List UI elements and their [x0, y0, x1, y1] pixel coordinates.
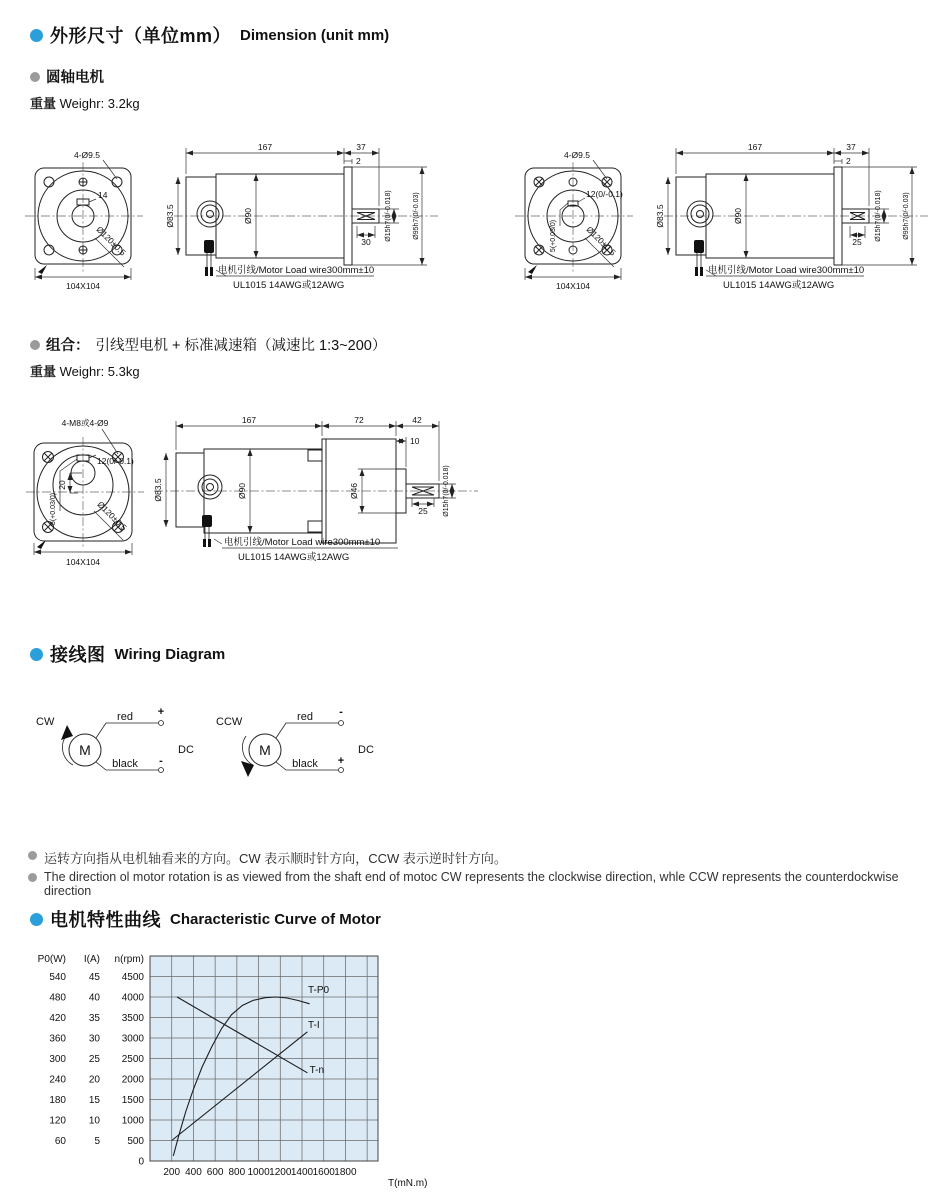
y-tick-n: 2500 — [121, 1054, 144, 1065]
y-tick-P0: 540 — [49, 972, 66, 983]
dc-label: DC — [178, 744, 194, 756]
bottom-terminal-sign: + — [337, 755, 345, 767]
y-tick-n: 3000 — [121, 1033, 144, 1045]
wire-note-line1: 电机引线/Motor Load wire300mm±10 — [218, 265, 375, 276]
dim-length: 167 — [747, 142, 763, 152]
dim-flange-thickness: 2 — [356, 156, 361, 166]
dim-shaft-length: 37 — [846, 142, 856, 152]
negative-terminal — [159, 768, 164, 773]
dim-body-dia: Ø83.5 — [165, 204, 175, 228]
note-zh-text: 运转方向指从电机轴看来的方向。CW 表示顺时针方向，CCW 表示逆时针方向。 — [44, 851, 507, 866]
y-tick-n: 4500 — [121, 972, 144, 983]
y-tick-P0: 240 — [49, 1074, 66, 1086]
negative-terminal — [339, 721, 344, 726]
red-wire-label: red — [297, 711, 313, 723]
dim-key-width: 14 — [98, 190, 108, 200]
dim-square: 104X104 — [555, 281, 591, 291]
dim-flange-thickness: 2 — [846, 156, 851, 166]
x-tick: 1400 — [290, 1167, 314, 1178]
cw-label: CW — [36, 716, 55, 728]
combo-subheader — [30, 334, 386, 355]
series-label-T-n: T-n — [309, 1064, 325, 1076]
section-header-curve — [30, 906, 381, 932]
y-tick-P0: 360 — [49, 1033, 66, 1045]
note-en — [28, 870, 938, 898]
dim-shaft-length: 42 — [412, 415, 422, 425]
dim-square: 104X104 — [65, 281, 101, 291]
motor-c-side-view — [140, 413, 485, 588]
y-tick-I: 45 — [88, 972, 100, 983]
y-tick-n: 1500 — [121, 1095, 144, 1106]
dim-mid-dia: Ø90 — [733, 207, 743, 225]
dim-keyway-height: 12(0/-0.1) — [586, 189, 623, 199]
y-tick-n: 500 — [127, 1136, 144, 1147]
wiring-diagram-ccw — [210, 705, 385, 790]
series-label-T-I: T-I — [307, 1019, 320, 1031]
gray-bullet-icon — [28, 851, 37, 860]
gray-bullet-icon — [30, 340, 40, 350]
y-tick-I: 40 — [88, 992, 100, 1004]
motor-a-front-view — [25, 146, 150, 296]
y-tick-I: 30 — [88, 1033, 100, 1045]
corner-pointer-icon — [38, 265, 47, 274]
note-zh — [28, 848, 928, 867]
dim-bolt-circle: Ø120±0.5 — [94, 224, 128, 258]
motor-letter: M — [259, 742, 271, 758]
y-axis-header-n: n(rpm) — [114, 954, 144, 965]
y-tick-I: 10 — [88, 1115, 100, 1127]
section-header-wiring — [30, 641, 225, 667]
wire-note-line2: UL1015 14AWG或12AWG — [723, 280, 835, 291]
motor-b-side-view — [638, 140, 933, 305]
y-tick-P0: 300 — [49, 1054, 66, 1065]
y-tick-n: 3500 — [121, 1013, 144, 1024]
y-tick-P0: 180 — [49, 1095, 66, 1106]
dim-key-length: 25 — [852, 237, 862, 247]
top-terminal-sign: - — [339, 706, 343, 718]
black-wire-label: black — [112, 758, 138, 770]
y-tick-I: 15 — [88, 1095, 100, 1106]
y-tick-n: 4000 — [121, 992, 144, 1004]
dim-holes: 4-Ø9.5 — [74, 150, 100, 160]
wiring-title-en: Wiring Diagram — [114, 645, 226, 663]
y-tick-P0: 120 — [49, 1115, 66, 1127]
x-tick: 1800 — [334, 1167, 357, 1178]
dim-length: 167 — [257, 142, 273, 152]
dim-gear-length: 72 — [354, 415, 364, 425]
y-tick-P0: 480 — [49, 992, 66, 1004]
y-tick-I: 20 — [88, 1074, 100, 1086]
gray-bullet-icon — [30, 72, 40, 82]
top-terminal-sign: + — [157, 706, 165, 718]
corner-pointer-icon — [37, 540, 46, 549]
y-tick-P0: 60 — [54, 1136, 66, 1147]
y-axis-header-P0: P0(W) — [37, 954, 66, 965]
dimension-title-zh: 外形尺寸（单位mm） — [50, 26, 232, 46]
x-tick: 600 — [206, 1167, 224, 1178]
x-axis-label: T(mN.m) — [388, 1178, 428, 1189]
wiring-diagram-cw — [30, 705, 205, 790]
curve-title-zh: 电机特性曲线 — [50, 910, 161, 930]
y-tick-n: 0 — [138, 1156, 144, 1168]
dim-keyway-width: 5(+0.03/0) — [550, 219, 557, 253]
dim-shaft-dia: Ø15h7(0/-0.018) — [875, 190, 882, 242]
dim-square: 104X104 — [65, 557, 101, 567]
corner-pointer-icon — [528, 265, 537, 274]
wire-note-line1: 电机引线/Motor Load wire300mm±10 — [224, 537, 381, 548]
x-tick: 1600 — [312, 1167, 335, 1178]
dim-keyway-width: 5(+0.03/0) — [50, 492, 57, 526]
y-tick-n: 1000 — [121, 1115, 144, 1127]
motor-b-front-view — [515, 146, 640, 296]
weight-value: Weighr: 5.3kg — [59, 364, 140, 379]
y-tick-P0: 420 — [49, 1013, 66, 1024]
x-tick: 1200 — [269, 1167, 292, 1178]
dimension-title-en: Dimension (unit mm) — [240, 26, 390, 44]
round-shaft-weight — [30, 93, 140, 112]
gray-bullet-icon — [28, 873, 37, 882]
ccw-rotation-arrow-icon — [241, 761, 254, 777]
dim-keyway-depth: 20 — [57, 480, 67, 490]
y-tick-I: 35 — [88, 1013, 100, 1024]
positive-terminal — [159, 721, 164, 726]
characteristic-curve-chart — [28, 948, 468, 1192]
dim-bolt-circle: Ø120±0.5 — [95, 499, 129, 533]
y-tick-I: 5 — [94, 1136, 100, 1147]
dim-boss-dia: Ø46 — [349, 482, 359, 500]
combo-weight — [30, 361, 140, 380]
x-tick: 1000 — [247, 1167, 270, 1178]
cable-gland — [694, 240, 704, 253]
dim-body-dia: Ø83.5 — [655, 204, 665, 228]
dim-holes: 4-M8或4-Ø9 — [61, 418, 109, 428]
round-shaft-subheader — [30, 66, 104, 87]
x-tick: 400 — [185, 1167, 202, 1178]
dim-pilot-dia: Ø95h7(0/-0.03) — [413, 192, 420, 240]
curve-title-en: Characteristic Curve of Motor — [170, 910, 381, 928]
dim-mid-dia: Ø90 — [243, 207, 253, 225]
dim-shaft-length: 37 — [356, 142, 366, 152]
dc-label: DC — [358, 744, 374, 756]
black-wire-label: black — [292, 758, 318, 770]
section-header-dimension — [30, 22, 389, 48]
weight-label: 重量 — [30, 364, 57, 379]
wiring-title-zh: 接线图 — [50, 645, 106, 665]
dim-bolt-circle: Ø120±0.5 — [584, 224, 618, 258]
dim-shaft-dia: Ø15h7(0/-0.018) — [385, 190, 392, 242]
motor-a-side-view — [148, 140, 443, 305]
blue-bullet-icon — [30, 648, 43, 661]
motor-letter: M — [79, 742, 91, 758]
dim-key-length: 25 — [418, 506, 428, 516]
combo-description: 引线型电机 + 标准减速箱（减速比 1:3~200） — [95, 338, 387, 354]
cw-rotation-arrow-icon — [61, 725, 73, 740]
combo-prefix: 组合： — [46, 338, 90, 354]
y-tick-I: 25 — [88, 1054, 100, 1065]
y-axis-header-I: I(A) — [83, 954, 100, 965]
dim-boss-thickness: 10 — [410, 436, 420, 446]
bottom-terminal-sign: - — [159, 755, 163, 767]
dim-mid-dia: Ø90 — [237, 482, 247, 500]
x-tick: 800 — [228, 1167, 246, 1178]
motor-c-front-view — [22, 415, 152, 580]
dim-shaft-dia: Ø15h7(0/-0.018) — [443, 465, 450, 517]
weight-label: 重量 — [30, 96, 57, 111]
dim-pilot-dia: Ø95h7(0/-0.03) — [903, 192, 910, 240]
dim-key-length: 30 — [361, 237, 371, 247]
blue-bullet-icon — [30, 913, 43, 926]
positive-terminal — [339, 768, 344, 773]
x-tick: 200 — [163, 1167, 181, 1178]
ccw-label: CCW — [216, 716, 243, 728]
note-en-text: The direction ol motor rotation is as viewed from the shaft end of motoc CW represents the clockwise direction, whle CCW represents the counterdockwise direction — [44, 870, 899, 898]
dim-keyway-height: 12(0/-0.1) — [97, 456, 134, 466]
cable-gland — [202, 515, 212, 527]
dim-body-dia: Ø83.5 — [153, 478, 163, 502]
wire-note-line2: UL1015 14AWG或12AWG — [233, 280, 345, 291]
red-wire-label: red — [117, 711, 133, 723]
dim-holes: 4-Ø9.5 — [564, 150, 590, 160]
round-shaft-title: 圆轴电机 — [46, 70, 104, 86]
cable-gland — [204, 240, 214, 253]
series-label-T-P0: T-P0 — [307, 984, 330, 996]
blue-bullet-icon — [30, 29, 43, 42]
weight-value: Weighr: 3.2kg — [59, 96, 140, 111]
wire-note-line2: UL1015 14AWG或12AWG — [238, 552, 350, 563]
y-tick-n: 2000 — [121, 1074, 144, 1086]
dim-motor-length: 167 — [241, 415, 257, 425]
wire-note-line1: 电机引线/Motor Load wire300mm±10 — [708, 265, 865, 276]
